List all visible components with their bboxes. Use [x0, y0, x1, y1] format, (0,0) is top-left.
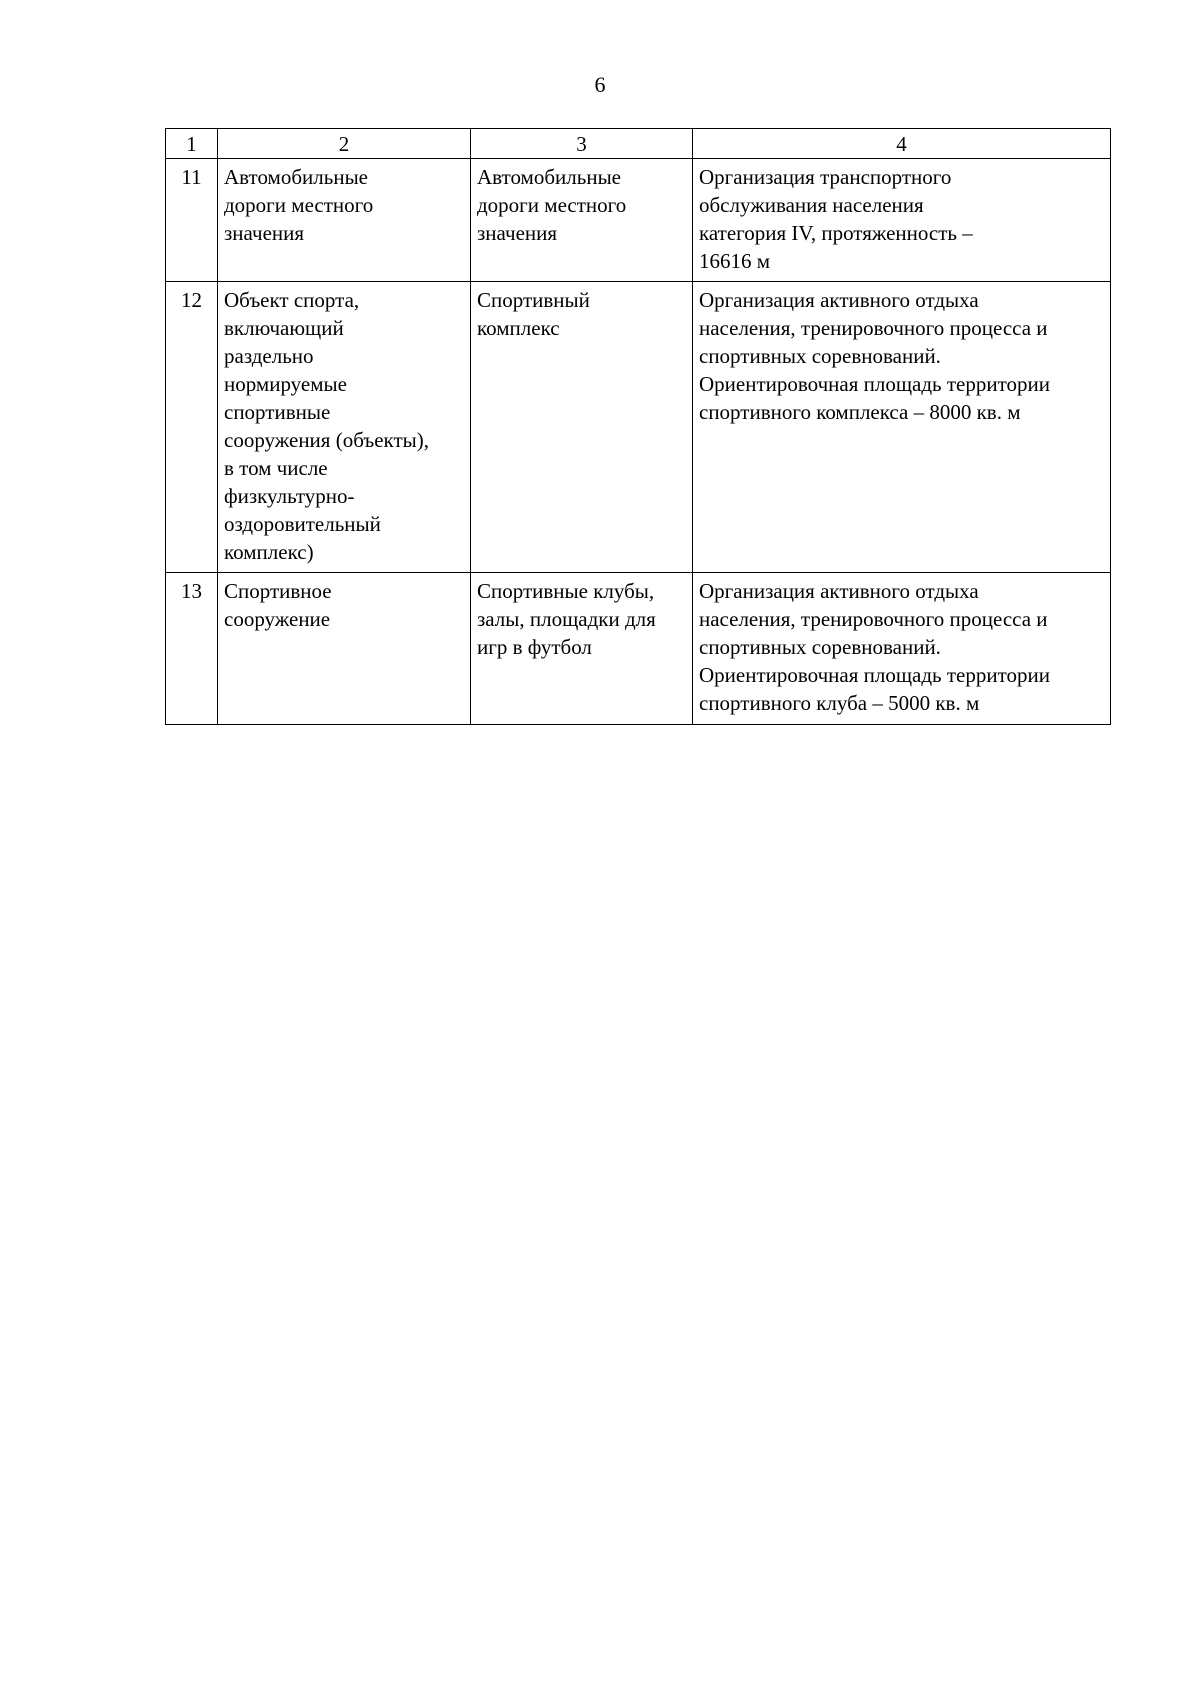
- table-row: [166, 159, 1111, 282]
- table-header-row: [166, 129, 1111, 159]
- table-row: [166, 282, 1111, 573]
- row-number: 12: [166, 282, 218, 573]
- row-number: 13: [166, 573, 218, 725]
- row-number: 11: [166, 159, 218, 282]
- page-number: 6: [594, 72, 606, 97]
- object-description-cell: Организация транспортного обслуживания населения категория IV, протяженность – 16616 м: [693, 159, 1111, 282]
- object-description-cell: Организация активного отдыха населения, тренировочного процесса и спортивных соревнований. Ориентировочная площадь территории спортивного клуба – 5000 кв. м: [693, 573, 1111, 725]
- object-name-cell: Автомобильные дороги местного значения: [471, 159, 693, 282]
- object-description-cell: Организация активного отдыха населения, тренировочного процесса и спортивных соревнований. Ориентировочная площадь территории спортивного комплекса – 8000 кв. м: [693, 282, 1111, 573]
- header-cell-1: 1: [166, 129, 218, 159]
- object-type-cell: Объект спорта, включающий раздельно нормируемые спортивные сооружения (объекты), в том числе физкультурно- оздоровительный комплекс): [218, 282, 471, 573]
- objects-table: [165, 128, 1111, 725]
- header-cell-3: 3: [471, 129, 693, 159]
- header-cell-4: 4: [693, 129, 1111, 159]
- object-type-cell: Спортивное сооружение: [218, 573, 471, 725]
- object-name-cell: Спортивные клубы, залы, площадки для игр в футбол: [471, 573, 693, 725]
- object-name-cell: Спортивный комплекс: [471, 282, 693, 573]
- object-type-cell: Автомобильные дороги местного значения: [218, 159, 471, 282]
- header-cell-2: 2: [218, 129, 471, 159]
- table-row: [166, 573, 1111, 725]
